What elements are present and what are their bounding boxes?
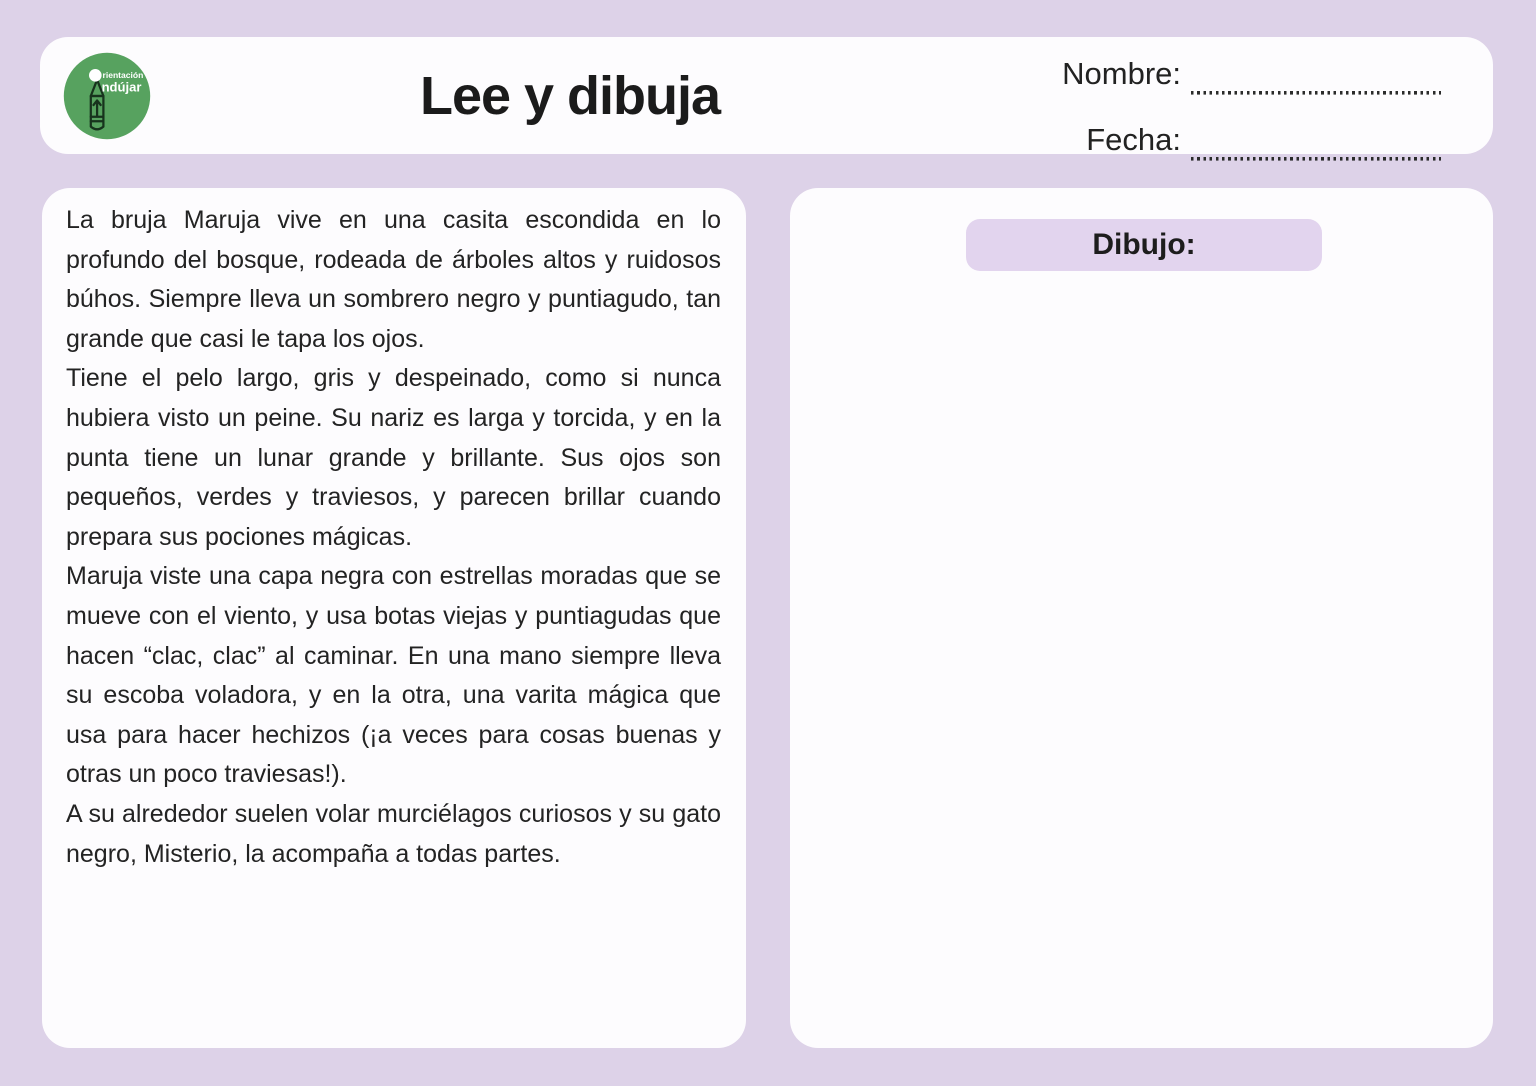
name-input-line[interactable] bbox=[1191, 81, 1441, 95]
page-title: Lee y dibuja bbox=[419, 65, 721, 126]
reading-text-panel bbox=[42, 188, 746, 1048]
pencil-logo-icon bbox=[62, 51, 152, 141]
logo-text-line2: ndújar bbox=[101, 79, 142, 95]
name-field-row bbox=[1041, 51, 1441, 95]
drawing-panel bbox=[790, 188, 1493, 1048]
brand-logo bbox=[62, 51, 152, 141]
reading-paragraph: Maruja viste una capa negra con estrellas moradas que se mueve con el viento, y usa botas viejas y puntiagudas que hacen “clac, clac” al caminar. En una mano siempre lleva su escoba voladora, y en la otra, una varita mágica que usa para hacer hechizos (¡a veces para cosas buenas y otras un poco traviesas!). bbox=[66, 562, 721, 789]
date-label: Fecha: bbox=[1086, 122, 1181, 157]
reading-paragraph: A su alrededor suelen volar murciélagos curiosos y su gato negro, Misterio, la acompaña a todas partes. bbox=[66, 799, 721, 868]
drawing-canvas[interactable] bbox=[800, 288, 1483, 1038]
header-card bbox=[40, 37, 1493, 157]
logo-text-line1: rientación bbox=[102, 70, 144, 80]
date-input-line[interactable] bbox=[1191, 147, 1441, 161]
dibujo-label: Dibujo: bbox=[1092, 228, 1196, 261]
name-label: Nombre: bbox=[1062, 56, 1181, 91]
reading-paragraph: Tiene el pelo largo, gris y despeinado, como si nunca hubiera visto un peine. Su nariz es larga y torcida, y en la punta tiene un lunar grande y brillante. Sus ojos son pequeños, verdes y traviesos, y parecen brillar cuando prepara sus pociones mágicas. bbox=[66, 364, 721, 551]
date-field-row bbox=[1041, 117, 1441, 161]
reading-paragraph: La bruja Maruja vive en una casita escondida en lo profundo del bosque, rodeada de árboles altos y ruidosos búhos. Siempre lleva un sombrero negro y puntiagudo, tan grande que casi le tapa los ojos. bbox=[66, 206, 721, 353]
dibujo-label-box bbox=[966, 219, 1322, 271]
name-date-fields bbox=[1041, 47, 1441, 161]
